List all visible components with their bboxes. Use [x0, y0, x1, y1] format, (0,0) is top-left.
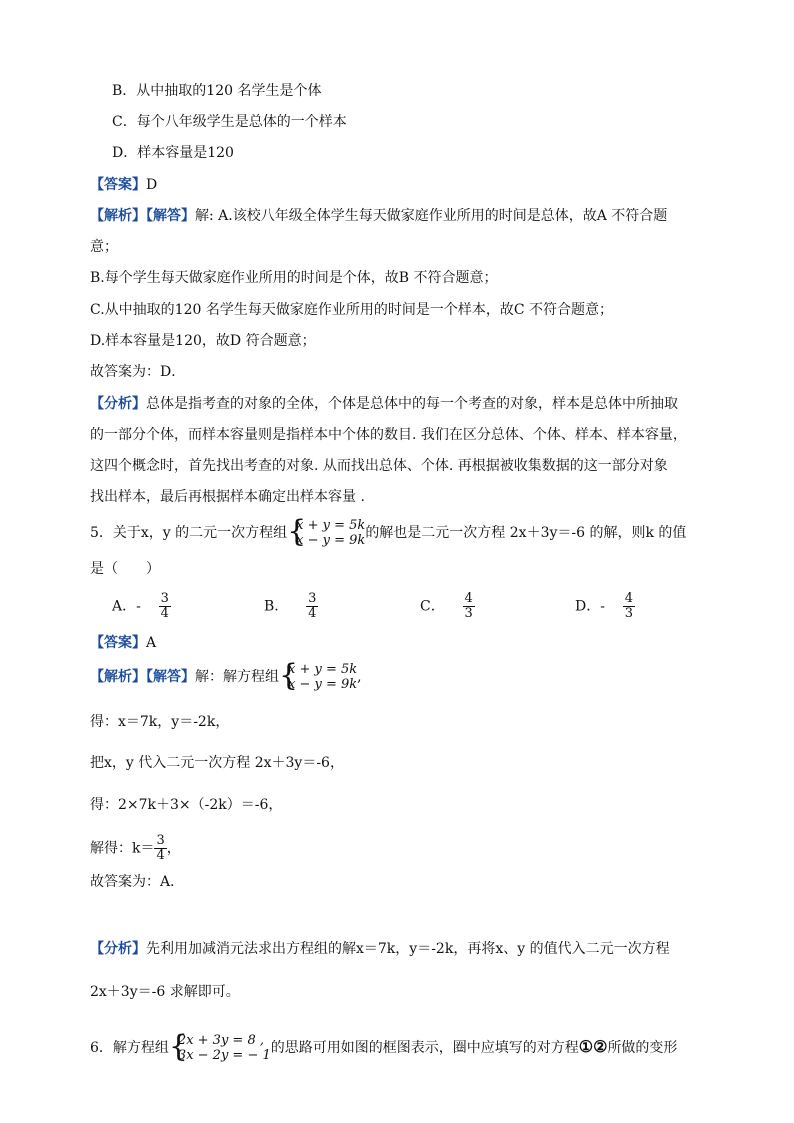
fenxi-line-2: 的一部分个体，而样本容量则是指样本中个体的数目. 我们在区分总体、个体、样本、样本容量， [90, 427, 687, 443]
analysis-line-1b: 意； [90, 239, 118, 255]
q5-answer-value: A [146, 635, 157, 651]
q5-answer-line [90, 634, 156, 652]
option-c: C．每个八年级学生是总体的一个样本 [112, 114, 347, 130]
q5-option-c-label: C． [420, 598, 445, 615]
q5-option-d [575, 592, 635, 621]
q5-analysis-system: { x + y = 5k x − y = 9k [279, 662, 357, 692]
analysis-line-1 [90, 207, 667, 225]
q5-option-c-fraction: $\frac{4}{3}$ [464, 591, 473, 621]
answer-tag: 【答案】 [90, 177, 146, 193]
q5-fenxi-line-1: 【分析】先利用加减消元法求出方程组的解x＝7k，y＝-2k，再将x、y 的值代入二元一次方程 [90, 941, 670, 957]
q6-stem: 6．解方程组 { 2x + 3y = 8 , 3x − 2y = − 1 的思路可用如图的框图表示，圈中应填写的对方程①②所做的变形 [90, 1030, 677, 1065]
q5-analysis-intro: 解：解方程组 [195, 669, 279, 685]
q5-eq1: { x + y = 5k [296, 518, 366, 533]
solution-tag: 【解答】 [146, 208, 195, 224]
answer-line [90, 176, 157, 194]
q5-result-fraction: $\frac{3}{4}$ [156, 833, 165, 863]
q5-option-a-fraction: $\frac{3}{4}$ [160, 591, 169, 621]
analysis-line-3: C.从中抽取的120 名学生每天做家庭作业所用的时间是一个样本，故C 不符合题意； [90, 302, 613, 318]
q5-option-d-label: D．- [575, 598, 605, 615]
q5-option-b [264, 592, 318, 621]
q5-fenxi-line-2: 2x＋3y＝-6 求解即可。 [90, 984, 240, 1000]
q5-analysis-line-3: 得：2×7k＋3×（-2k）＝-6， [90, 797, 283, 813]
q5-stem [90, 516, 686, 550]
q5-option-a-label: A．- [112, 598, 141, 615]
q5-eq2: x − y = 9k [296, 533, 366, 548]
circled-numbers: ①② [578, 1037, 608, 1056]
q5-solution-tag: 【解答】 [146, 669, 195, 685]
q6-equation-system: { 2x + 3y = 8 , 3x − 2y = − 1 [169, 1033, 271, 1063]
fenxi-line-3: 这四个概念时，首先找出考查的对象. 从而找出总体、个体. 再根据被收集数据的这一部分对象 [90, 458, 668, 474]
q5-answer-tag: 【答案】 [90, 635, 146, 651]
q5-stem-c: 是（ ） [90, 561, 160, 577]
q5-fenxi-tag: 【分析】 [90, 941, 146, 957]
q5-analysis-line-0: 【解析】【解答】解：解方程组 { x + y = 5k x − y = 9k , [90, 660, 362, 694]
analysis-text: 解: A.该校八年级全体学生每天做家庭作业所用的时间是总体，故A 不符合题 [195, 208, 668, 224]
q5-stem-a: 5．关于x，y 的二元一次方程组 [90, 525, 288, 541]
fenxi-text: 总体是指考查的对象的全体，个体是总体中的每一个考查的对象，样本是总体中所抽取 [146, 396, 678, 412]
option-b: B．从中抽取的120 名学生是个体 [112, 83, 322, 99]
q5-option-d-fraction: $\frac{4}{3}$ [624, 591, 634, 621]
q5-option-a [112, 592, 171, 621]
q5-analysis-line-1: 得：x＝7k，y＝-2k， [90, 714, 230, 730]
answer-value: D [146, 177, 158, 193]
q5-option-b-fraction: $\frac{3}{4}$ [308, 591, 317, 621]
q5-option-c [420, 592, 475, 621]
q5-analysis-line-2: 把x，y 代入二元一次方程 2x＋3y＝-6， [90, 755, 344, 771]
fenxi-line-4: 找出样本，最后再根据样本确定出样本容量 . [90, 489, 365, 505]
fenxi-tag: 【分析】 [90, 396, 146, 412]
q5-analysis-line-5: 故答案为：A． [90, 874, 185, 890]
analysis-line-5: 故答案为：D． [90, 364, 186, 380]
fenxi-line-1 [90, 395, 678, 413]
q5-equation-system [287, 518, 365, 548]
analysis-tag: 【解析】 [90, 208, 146, 224]
q5-analysis-tag: 【解析】 [90, 669, 146, 685]
option-d: D．样本容量是120 [112, 145, 234, 161]
q5-analysis-line-4: 解得：k＝ $\frac{3}{4}$ ， [90, 833, 181, 863]
q5-stem-b: 的解也是二元一次方程 2x＋3y＝-6 的解，则k 的值 [365, 525, 687, 541]
q5-option-b-label: B． [264, 598, 289, 615]
analysis-line-2: B.每个学生每天做家庭作业所用的时间是个体，故B 不符合题意； [90, 270, 498, 286]
analysis-line-4: D.样本容量是120，故D 符合题意； [90, 333, 316, 349]
